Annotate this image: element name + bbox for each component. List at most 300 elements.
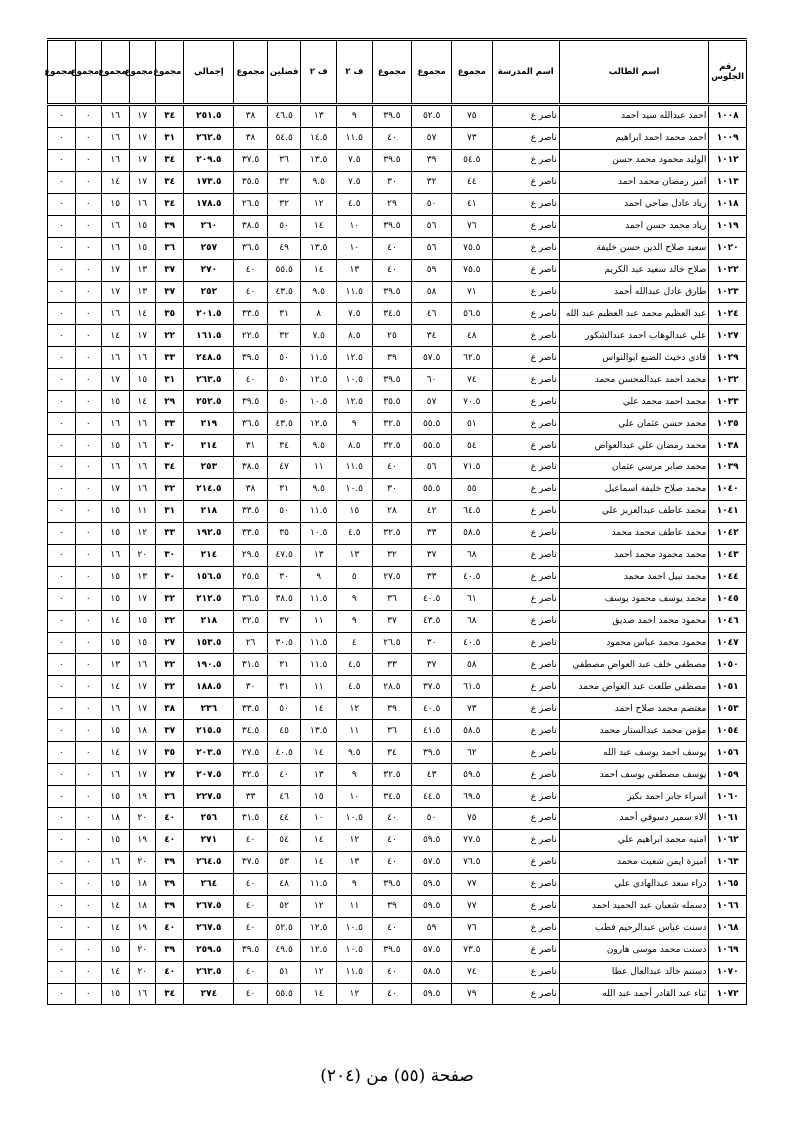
cell-c10: ١٤ — [102, 325, 129, 347]
cell-c10: ١٥ — [102, 983, 129, 1005]
cell-c8: ٣٤ — [155, 171, 183, 193]
cell-c6: ٣٢ — [267, 325, 301, 347]
table-row — [48, 347, 747, 369]
table-row — [48, 742, 747, 764]
cell-id: ١٠٦٢ — [709, 829, 747, 851]
cell-c8: ٣٥ — [155, 742, 183, 764]
table-row — [48, 259, 747, 281]
cell-c12: ٠ — [48, 808, 76, 830]
cell-c3: ٢٨.٥ — [372, 676, 412, 698]
cell-c7: ٣٨ — [234, 105, 268, 128]
cell-total: ١٧٨.٥ — [184, 193, 234, 215]
cell-c2: ٥٥.٥ — [412, 435, 452, 457]
cell-c4: ١١ — [337, 720, 373, 742]
cell-c5: ١٥ — [301, 786, 337, 808]
cell-c11: ٠ — [75, 149, 101, 171]
cell-c10: ١٥ — [102, 632, 129, 654]
cell-c7: ٣٢.٥ — [234, 764, 268, 786]
cell-school: ناصر ع — [492, 720, 559, 742]
cell-c3: ٣٦ — [372, 720, 412, 742]
cell-c11: ٠ — [75, 829, 101, 851]
cell-total: ٢٧٤ — [184, 983, 234, 1005]
cell-c4: ١٣ — [337, 259, 373, 281]
cell-c5: ١٢.٥ — [301, 917, 337, 939]
cell-id: ١٠٦٦ — [709, 895, 747, 917]
cell-c3: ٣٢.٥ — [372, 413, 412, 435]
cell-c5: ١١ — [301, 676, 337, 698]
table-row — [48, 391, 747, 413]
cell-c3: ٢٩ — [372, 193, 412, 215]
cell-c10: ١٤ — [102, 917, 129, 939]
cell-c4: ١٠ — [337, 237, 373, 259]
cell-c8: ٣١ — [155, 500, 183, 522]
cell-c4: ٧.٥ — [337, 171, 373, 193]
cell-c12: ٠ — [48, 347, 76, 369]
cell-c6: ٥٤.٥ — [267, 127, 301, 149]
cell-c3: ٢٥ — [372, 325, 412, 347]
cell-c7: ٤٠ — [234, 281, 268, 303]
cell-c4: ٤.٥ — [337, 193, 373, 215]
cell-total: ١٥٦.٥ — [184, 566, 234, 588]
cell-c10: ١٥ — [102, 435, 129, 457]
cell-c6: ٤٣.٥ — [267, 281, 301, 303]
cell-c11: ٠ — [75, 720, 101, 742]
cell-name: محمد حسن عثمان علي — [559, 413, 709, 435]
cell-c10: ١٥ — [102, 522, 129, 544]
cell-name: الاء سمير دسوقي أحمد — [559, 808, 709, 830]
cell-c3: ٣٥.٥ — [372, 391, 412, 413]
cell-total: ١٦١.٥ — [184, 325, 234, 347]
cell-c7: ٣٥.٥ — [234, 171, 268, 193]
cell-c7: ٣٤.٥ — [234, 720, 268, 742]
cell-c11: ٠ — [75, 544, 101, 566]
cell-id: ١٠٥٣ — [709, 698, 747, 720]
cell-id: ١٠٢٠ — [709, 237, 747, 259]
cell-c2: ٦٠ — [412, 369, 452, 391]
cell-c4: ١١.٥ — [337, 127, 373, 149]
cell-c5: ٨ — [301, 303, 337, 325]
cell-c6: ٥٥.٥ — [267, 983, 301, 1005]
cell-c6: ٥٢.٥ — [267, 917, 301, 939]
cell-name: محمد محمود محمد احمد — [559, 544, 709, 566]
cell-school: ناصر ع — [492, 610, 559, 632]
cell-total: ٢٥٧ — [184, 237, 234, 259]
table-row — [48, 873, 747, 895]
table-row — [48, 720, 747, 742]
cell-c5: ١٤ — [301, 259, 337, 281]
cell-name: اسراء جابر احمد بكير — [559, 786, 709, 808]
cell-c10: ١٥ — [102, 873, 129, 895]
cell-c6: ٥١ — [267, 961, 301, 983]
cell-c3: ٣٩.٥ — [372, 281, 412, 303]
cell-c11: ٠ — [75, 566, 101, 588]
cell-c10: ١٤ — [102, 742, 129, 764]
cell-c8: ٣٩ — [155, 939, 183, 961]
cell-c8: ٣٠ — [155, 544, 183, 566]
cell-c2: ٥٥.٥ — [412, 478, 452, 500]
cell-name: ثناء عبد القادر أحمد عبد الله — [559, 983, 709, 1005]
cell-c12: ٠ — [48, 829, 76, 851]
cell-c2: ٤٣ — [412, 764, 452, 786]
cell-c5: ١٣.٥ — [301, 237, 337, 259]
cell-c10: ١٥ — [102, 193, 129, 215]
cell-c9: ١٣ — [129, 281, 155, 303]
cell-school: ناصر ع — [492, 808, 559, 830]
cell-c10: ١٧ — [102, 259, 129, 281]
cell-c12: ٠ — [48, 588, 76, 610]
cell-c6: ٥٠ — [267, 347, 301, 369]
cell-id: ١٠٢٣ — [709, 281, 747, 303]
cell-c8: ٣٩ — [155, 215, 183, 237]
cell-name: احمد محمد احمد ابراهيم — [559, 127, 709, 149]
cell-c4: ٨.٥ — [337, 435, 373, 457]
cell-c5: ١٣.٥ — [301, 149, 337, 171]
cell-c7: ٤٠ — [234, 895, 268, 917]
cell-c10: ١٦ — [102, 237, 129, 259]
cell-school: ناصر ع — [492, 522, 559, 544]
cell-c12: ٠ — [48, 632, 76, 654]
table-row — [48, 808, 747, 830]
cell-id: ١٠٧٠ — [709, 961, 747, 983]
cell-c7: ٣٨ — [234, 127, 268, 149]
cell-c4: ١٠.٥ — [337, 369, 373, 391]
cell-c12: ٠ — [48, 764, 76, 786]
cell-school: ناصر ع — [492, 917, 559, 939]
cell-id: ١٠٧٢ — [709, 983, 747, 1005]
cell-c11: ٠ — [75, 983, 101, 1005]
cell-id: ١٠٦٩ — [709, 939, 747, 961]
cell-c4: ٩ — [337, 610, 373, 632]
cell-c6: ٥٣ — [267, 851, 301, 873]
table-row — [48, 215, 747, 237]
results-sheet — [44, 38, 747, 1005]
cell-c10: ١٦ — [102, 347, 129, 369]
cell-c12: ٠ — [48, 786, 76, 808]
cell-c12: ٠ — [48, 215, 76, 237]
cell-school: ناصر ع — [492, 939, 559, 961]
cell-c7: ٤٠ — [234, 917, 268, 939]
cell-c3: ٤٠ — [372, 917, 412, 939]
cell-name: علي عبدالوهاب احمد عبدالشكور — [559, 325, 709, 347]
cell-c3: ٣٦ — [372, 588, 412, 610]
cell-c5: ١٤ — [301, 215, 337, 237]
cell-school: ناصر ع — [492, 325, 559, 347]
cell-total: ٢٠٣.٥ — [184, 742, 234, 764]
table-row — [48, 588, 747, 610]
cell-c12: ٠ — [48, 149, 76, 171]
cell-school: ناصر ع — [492, 435, 559, 457]
cell-c6: ٤٧ — [267, 457, 301, 479]
cell-name: دستنم خالد عبدالعال عطا — [559, 961, 709, 983]
cell-c1: ٧٤ — [451, 369, 492, 391]
cell-c6: ٤٦ — [267, 786, 301, 808]
cell-name: عبد العظيم محمد عبد العظيم عبد الله — [559, 303, 709, 325]
cell-c11: ٠ — [75, 522, 101, 544]
cell-c11: ٠ — [75, 259, 101, 281]
cell-c3: ٤٠ — [372, 237, 412, 259]
cell-total: ٢٦٧.٥ — [184, 895, 234, 917]
cell-c8: ٣٤ — [155, 193, 183, 215]
cell-c4: ١٠ — [337, 786, 373, 808]
cell-c12: ٠ — [48, 281, 76, 303]
cell-c1: ٦١.٥ — [451, 676, 492, 698]
cell-c4: ١٠.٥ — [337, 917, 373, 939]
cell-c5: ٩.٥ — [301, 171, 337, 193]
cell-c11: ٠ — [75, 808, 101, 830]
cell-c5: ١٣ — [301, 764, 337, 786]
cell-c6: ٤٠.٥ — [267, 742, 301, 764]
cell-c10: ١٥ — [102, 939, 129, 961]
cell-c11: ٠ — [75, 237, 101, 259]
cell-c7: ٣١.٥ — [234, 808, 268, 830]
cell-name: يوسف احمد يوسف عبد الله — [559, 742, 709, 764]
cell-school: ناصر ع — [492, 259, 559, 281]
cell-c6: ٤٠ — [267, 764, 301, 786]
cell-c2: ٣٤ — [412, 325, 452, 347]
cell-c11: ٠ — [75, 895, 101, 917]
cell-name: رياد عادل ضاحي احمد — [559, 193, 709, 215]
cell-c6: ٣٥ — [267, 522, 301, 544]
cell-school: ناصر ع — [492, 566, 559, 588]
cell-c11: ٠ — [75, 764, 101, 786]
cell-id: ١٠٤٥ — [709, 588, 747, 610]
cell-c9: ١٥ — [129, 369, 155, 391]
cell-c2: ٤١.٥ — [412, 720, 452, 742]
cell-total: ٢٧١ — [184, 829, 234, 851]
cell-c2: ٥٦ — [412, 215, 452, 237]
cell-c1: ٧٣ — [451, 698, 492, 720]
cell-c6: ٥٤ — [267, 829, 301, 851]
cell-c9: ١٧ — [129, 742, 155, 764]
cell-c6: ٤٣.٥ — [267, 413, 301, 435]
cell-c11: ٠ — [75, 851, 101, 873]
cell-c2: ٤٣.٥ — [412, 610, 452, 632]
cell-c12: ٠ — [48, 654, 76, 676]
cell-id: ١٠٤٦ — [709, 610, 747, 632]
cell-name: محمد يوسف محمود يوسف — [559, 588, 709, 610]
cell-total: ٢١٤.٥ — [184, 478, 234, 500]
cell-c12: ٠ — [48, 325, 76, 347]
cell-c12: ٠ — [48, 895, 76, 917]
cell-c11: ٠ — [75, 325, 101, 347]
cell-c2: ٥٧.٥ — [412, 939, 452, 961]
cell-total: ٢١٤ — [184, 435, 234, 457]
cell-total: ٢٦٤.٥ — [184, 851, 234, 873]
cell-name: مصطفي خلف عبد العواض مصطفي — [559, 654, 709, 676]
cell-c10: ١٤ — [102, 171, 129, 193]
cell-c12: ٠ — [48, 610, 76, 632]
cell-id: ١٠٣٣ — [709, 391, 747, 413]
cell-c5: ١٠.٥ — [301, 522, 337, 544]
cell-id: ١٠٤١ — [709, 500, 747, 522]
cell-c3: ٤٠ — [372, 127, 412, 149]
cell-c2: ٥٩.٥ — [412, 829, 452, 851]
table-row — [48, 127, 747, 149]
cell-c5: ١١.٥ — [301, 654, 337, 676]
cell-id: ١٠٤٠ — [709, 478, 747, 500]
cell-c8: ٣٧ — [155, 259, 183, 281]
cell-id: ١٠٥١ — [709, 676, 747, 698]
cell-c9: ١٦ — [129, 347, 155, 369]
cell-c9: ١٤ — [129, 391, 155, 413]
cell-c8: ٣٩ — [155, 851, 183, 873]
cell-c9: ٢٠ — [129, 961, 155, 983]
cell-c9: ٢٠ — [129, 808, 155, 830]
cell-c10: ١٦ — [102, 303, 129, 325]
cell-c8: ٢٧ — [155, 764, 183, 786]
cell-c5: ٩.٥ — [301, 281, 337, 303]
cell-c10: ١٦ — [102, 851, 129, 873]
cell-c4: ١٠.٥ — [337, 939, 373, 961]
cell-c12: ٠ — [48, 127, 76, 149]
cell-c1: ٥٥ — [451, 478, 492, 500]
cell-c10: ١٥ — [102, 500, 129, 522]
cell-c12: ٠ — [48, 566, 76, 588]
cell-c3: ٤٠ — [372, 808, 412, 830]
cell-total: ١٩٠.٥ — [184, 654, 234, 676]
cell-school: ناصر ع — [492, 500, 559, 522]
cell-c8: ٣٠ — [155, 435, 183, 457]
cell-c12: ٠ — [48, 105, 76, 128]
cell-c5: ١٤ — [301, 983, 337, 1005]
table-row — [48, 698, 747, 720]
cell-c11: ٠ — [75, 347, 101, 369]
cell-c3: ٢٦.٥ — [372, 632, 412, 654]
cell-total: ٢٦٧.٥ — [184, 917, 234, 939]
cell-c8: ٢٩ — [155, 391, 183, 413]
cell-c2: ٣٩ — [412, 149, 452, 171]
cell-c12: ٠ — [48, 369, 76, 391]
cell-c6: ٣١ — [267, 478, 301, 500]
cell-c3: ٣٩.٥ — [372, 215, 412, 237]
cell-c5: ١٤ — [301, 742, 337, 764]
cell-c1: ٧٠.٥ — [451, 391, 492, 413]
cell-school: ناصر ع — [492, 281, 559, 303]
cell-c8: ٣٢ — [155, 478, 183, 500]
cell-name: دسمله شعبان عبد الحميد احمد — [559, 895, 709, 917]
cell-id: ١٠٤٧ — [709, 632, 747, 654]
cell-c6: ٣٤ — [267, 435, 301, 457]
cell-c12: ٠ — [48, 193, 76, 215]
cell-c1: ٧١ — [451, 281, 492, 303]
cell-c8: ٣٩ — [155, 895, 183, 917]
cell-c6: ٥٠ — [267, 369, 301, 391]
cell-name: محمد عاطف محمد محمد — [559, 522, 709, 544]
cell-name: صلاح خالد سعيد عبد الكريم — [559, 259, 709, 281]
cell-c10: ١٥ — [102, 786, 129, 808]
cell-c4: ١٢ — [337, 698, 373, 720]
cell-school: ناصر ع — [492, 171, 559, 193]
table-row — [48, 829, 747, 851]
cell-c6: ٣٦ — [267, 149, 301, 171]
cell-c2: ٣٧ — [412, 654, 452, 676]
cell-c10: ١٥ — [102, 829, 129, 851]
column-header-c12: مجموع — [48, 40, 76, 105]
cell-school: ناصر ع — [492, 105, 559, 128]
cell-c1: ٤٠.٥ — [451, 632, 492, 654]
cell-c1: ٥٨.٥ — [451, 720, 492, 742]
cell-c6: ٥٠ — [267, 698, 301, 720]
table-row — [48, 303, 747, 325]
table-row — [48, 171, 747, 193]
cell-c9: ١٧ — [129, 764, 155, 786]
cell-id: ١٠١٨ — [709, 193, 747, 215]
cell-c10: ١٦ — [102, 127, 129, 149]
cell-c7: ٤٠ — [234, 873, 268, 895]
cell-school: ناصر ع — [492, 961, 559, 983]
cell-c6: ٣٨.٥ — [267, 588, 301, 610]
cell-c5: ١٢.٥ — [301, 939, 337, 961]
cell-c2: ٥٠ — [412, 808, 452, 830]
cell-school: ناصر ع — [492, 632, 559, 654]
cell-school: ناصر ع — [492, 764, 559, 786]
cell-id: ١٠٦٥ — [709, 873, 747, 895]
cell-id: ١٠٥٩ — [709, 764, 747, 786]
cell-c6: ٤٩.٥ — [267, 939, 301, 961]
cell-c6: ٣٢ — [267, 193, 301, 215]
cell-c10: ١٥ — [102, 391, 129, 413]
cell-c11: ٠ — [75, 654, 101, 676]
cell-c7: ٣٣.٥ — [234, 500, 268, 522]
cell-c3: ٣٧ — [372, 610, 412, 632]
cell-c10: ١٦ — [102, 215, 129, 237]
cell-total: ٢٦٠ — [184, 215, 234, 237]
cell-c2: ٥٩.٥ — [412, 983, 452, 1005]
cell-c4: ٧.٥ — [337, 149, 373, 171]
cell-c12: ٠ — [48, 237, 76, 259]
cell-c11: ٠ — [75, 698, 101, 720]
column-header-c4: ف ٢ — [337, 40, 373, 105]
cell-total: ٢٦٣.٥ — [184, 961, 234, 983]
cell-c11: ٠ — [75, 303, 101, 325]
table-row — [48, 961, 747, 983]
cell-c3: ٣٩.٥ — [372, 105, 412, 128]
cell-c9: ١١ — [129, 500, 155, 522]
cell-c4: ١٢.٥ — [337, 347, 373, 369]
table-row — [48, 281, 747, 303]
cell-c1: ٥٦.٥ — [451, 303, 492, 325]
cell-c7: ٤٠ — [234, 369, 268, 391]
cell-total: ٢٥١.٥ — [184, 105, 234, 128]
cell-c4: ١١ — [337, 895, 373, 917]
cell-id: ١٠٦٠ — [709, 786, 747, 808]
cell-c7: ٣٣ — [234, 786, 268, 808]
cell-c3: ٣٠ — [372, 171, 412, 193]
cell-c8: ٤٠ — [155, 829, 183, 851]
table-row — [48, 654, 747, 676]
cell-c3: ٣٣ — [372, 654, 412, 676]
cell-c7: ٣٦.٥ — [234, 588, 268, 610]
cell-c5: ١٣.٥ — [301, 720, 337, 742]
cell-school: ناصر ع — [492, 873, 559, 895]
cell-c11: ٠ — [75, 369, 101, 391]
cell-c8: ٣٧ — [155, 720, 183, 742]
cell-c4: ٥ — [337, 566, 373, 588]
cell-c4: ١١.٥ — [337, 457, 373, 479]
cell-c2: ٥٨.٥ — [412, 961, 452, 983]
cell-c8: ٤٠ — [155, 917, 183, 939]
cell-c6: ٤٤ — [267, 808, 301, 830]
table-row — [48, 939, 747, 961]
cell-c8: ٤٠ — [155, 808, 183, 830]
cell-school: ناصر ع — [492, 676, 559, 698]
cell-school: ناصر ع — [492, 369, 559, 391]
cell-c11: ٠ — [75, 435, 101, 457]
cell-name: مصطفي طلعت عبد العواض محمد — [559, 676, 709, 698]
table-row — [48, 983, 747, 1005]
cell-id: ١٠٢٩ — [709, 347, 747, 369]
cell-c7: ٣٩.٥ — [234, 347, 268, 369]
